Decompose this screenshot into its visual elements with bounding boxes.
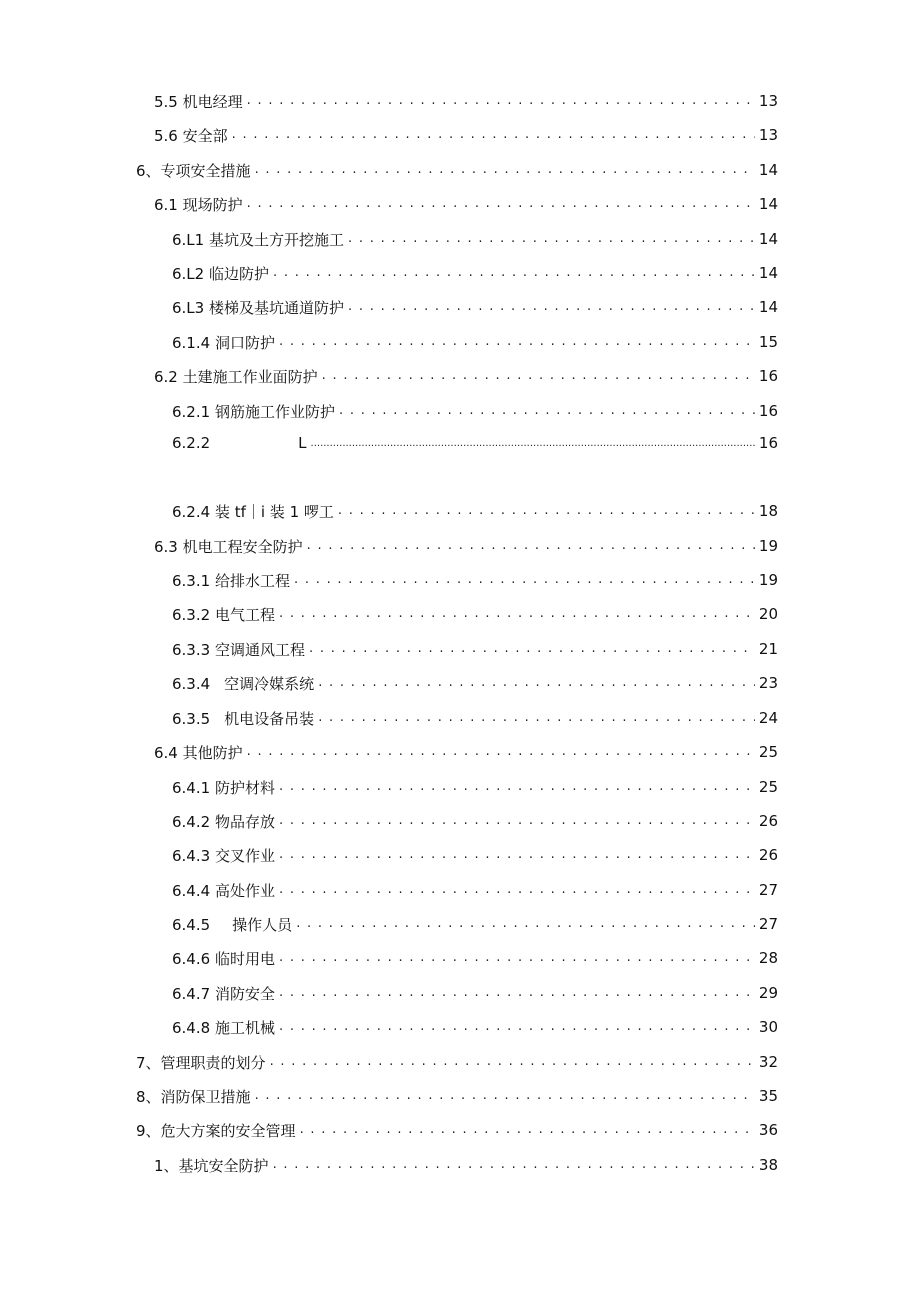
toc-entry[interactable] bbox=[172, 844, 778, 866]
toc-title: 现场防护 bbox=[182, 195, 243, 214]
toc-page-number: 14 bbox=[758, 264, 778, 282]
dot-leader bbox=[279, 844, 755, 866]
toc-number: 6.4.2 bbox=[172, 812, 211, 831]
toc-number: 6.4.3 bbox=[172, 846, 211, 865]
toc-page-number: 25 bbox=[758, 778, 778, 796]
toc-page-number: 19 bbox=[758, 537, 778, 555]
toc-number: 9、 bbox=[136, 1121, 161, 1140]
toc-title: 消防安全 bbox=[214, 984, 275, 1003]
toc-page-number: 14 bbox=[758, 161, 778, 179]
toc-number: 6.3.3 bbox=[172, 640, 211, 659]
toc-number: 6.4.8 bbox=[172, 1018, 211, 1037]
dot-leader bbox=[279, 879, 755, 901]
toc-entry[interactable] bbox=[136, 159, 778, 181]
toc-page-number: 26 bbox=[758, 812, 778, 830]
dot-leader bbox=[294, 569, 755, 591]
toc-page-number: 24 bbox=[758, 709, 778, 727]
toc-number: 6.2.4 bbox=[172, 502, 211, 521]
toc-entry[interactable] bbox=[136, 1085, 778, 1107]
toc-number: 6.4.6 bbox=[172, 949, 211, 968]
dot-leader bbox=[247, 90, 755, 112]
toc-entry[interactable] bbox=[172, 707, 778, 729]
toc-entry[interactable] bbox=[172, 432, 778, 454]
toc-title: 危大方案的安全管理 bbox=[160, 1121, 296, 1140]
toc-number: 6.2.2 bbox=[172, 434, 211, 452]
toc-number: 7、 bbox=[136, 1053, 161, 1072]
toc-entry[interactable] bbox=[172, 296, 778, 318]
toc-title: 高处作业 bbox=[214, 881, 275, 900]
toc-entry[interactable] bbox=[136, 1051, 778, 1073]
toc-page-number: 30 bbox=[758, 1018, 778, 1036]
toc-number: 6.3.5 bbox=[172, 709, 211, 728]
toc-page-number: 27 bbox=[758, 881, 778, 899]
dot-leader bbox=[339, 400, 755, 422]
dot-leader bbox=[279, 947, 755, 969]
toc-page-number: 21 bbox=[758, 640, 778, 658]
toc-entry[interactable] bbox=[154, 124, 778, 146]
toc-entry[interactable] bbox=[172, 638, 778, 660]
toc-entry[interactable] bbox=[172, 262, 778, 284]
toc-page-number: 15 bbox=[758, 333, 778, 351]
toc-number: 6.1 bbox=[154, 195, 178, 214]
toc-title: 物品存放 bbox=[214, 812, 275, 831]
toc-entry[interactable] bbox=[172, 500, 778, 522]
dot-leader bbox=[348, 296, 755, 318]
dot-leader bbox=[279, 603, 755, 625]
toc-entry[interactable] bbox=[172, 879, 778, 901]
toc-title: 给排水工程 bbox=[214, 571, 290, 590]
toc-number: 6.3.4 bbox=[172, 674, 211, 693]
toc-page-number: 35 bbox=[758, 1087, 778, 1105]
toc-page-number: 28 bbox=[758, 949, 778, 967]
toc-title: 基坑安全防护 bbox=[178, 1156, 269, 1175]
toc-number: 6.3.2 bbox=[172, 605, 211, 624]
toc-entry[interactable] bbox=[136, 1119, 778, 1141]
toc-number: 6.2 bbox=[154, 367, 178, 386]
dot-leader bbox=[279, 1016, 755, 1038]
toc-entry[interactable] bbox=[172, 1016, 778, 1038]
toc-page-number: 36 bbox=[758, 1121, 778, 1139]
dot-leader bbox=[247, 741, 755, 763]
dot-leader bbox=[307, 535, 755, 557]
dot-leader bbox=[247, 193, 755, 215]
toc-title: 操作人员 bbox=[232, 915, 293, 934]
toc-page-number: 16 bbox=[758, 434, 778, 452]
dot-leader bbox=[270, 1051, 755, 1073]
toc-page-number: 25 bbox=[758, 743, 778, 761]
toc-number: 6.3.1 bbox=[172, 571, 211, 590]
dot-leader bbox=[322, 365, 755, 387]
toc-title: 管理职责的划分 bbox=[160, 1053, 266, 1072]
dot-leader bbox=[273, 262, 755, 284]
toc-entry[interactable] bbox=[154, 90, 778, 112]
dot-leader bbox=[232, 124, 755, 146]
toc-title: 基坑及土方开挖施工 bbox=[209, 230, 345, 249]
toc-page-number: 38 bbox=[758, 1156, 778, 1174]
dot-leader bbox=[318, 707, 755, 729]
toc-number: 5.5 bbox=[154, 92, 178, 111]
toc-entry[interactable] bbox=[172, 569, 778, 591]
toc-number: 6.2.1 bbox=[172, 402, 211, 421]
toc-number: 6.L3 bbox=[172, 298, 205, 317]
dot-leader bbox=[300, 1119, 755, 1141]
toc-number: 8、 bbox=[136, 1087, 161, 1106]
dot-leader bbox=[348, 228, 755, 250]
toc-page-number: 18 bbox=[758, 502, 778, 520]
toc-number: 6.4.4 bbox=[172, 881, 211, 900]
toc-page-number: 16 bbox=[758, 402, 778, 420]
toc-title: 楼梯及基坑通道防护 bbox=[209, 298, 345, 317]
toc-page-number: 19 bbox=[758, 571, 778, 589]
toc-entry[interactable] bbox=[172, 982, 778, 1004]
toc-title: L bbox=[298, 434, 307, 452]
toc-entry[interactable] bbox=[172, 400, 778, 422]
toc-number: 6.L1 bbox=[172, 230, 205, 249]
toc-page-number: 16 bbox=[758, 367, 778, 385]
dot-leader bbox=[279, 982, 755, 1004]
dot-leader bbox=[309, 638, 755, 660]
toc-entry[interactable] bbox=[172, 331, 778, 353]
toc-title: 机电设备吊装 bbox=[224, 709, 315, 728]
toc-title: 消防保卫措施 bbox=[160, 1087, 251, 1106]
toc-title: 土建施工作业面防护 bbox=[182, 367, 318, 386]
dot-leader bbox=[279, 810, 755, 832]
toc-page-number: 23 bbox=[758, 674, 778, 692]
toc-title: 钢筋施工作业防护 bbox=[214, 402, 335, 421]
dot-leader bbox=[273, 1154, 755, 1176]
toc-page-number: 14 bbox=[758, 195, 778, 213]
toc-entry[interactable] bbox=[172, 913, 778, 935]
toc-entry[interactable] bbox=[154, 365, 778, 387]
toc-title: 临时用电 bbox=[214, 949, 275, 968]
dot-leader bbox=[311, 432, 755, 454]
toc-number: 6.3 bbox=[154, 537, 178, 556]
toc-page-number: 20 bbox=[758, 605, 778, 623]
toc-number: 6.4 bbox=[154, 743, 178, 762]
toc-entry[interactable] bbox=[154, 1154, 778, 1176]
toc-entry[interactable] bbox=[172, 810, 778, 832]
toc-number: 1、 bbox=[154, 1156, 179, 1175]
toc-title: 电气工程 bbox=[214, 605, 275, 624]
toc-title: 洞口防护 bbox=[214, 333, 275, 352]
toc-page-number: 14 bbox=[758, 230, 778, 248]
toc-number: 6.4.5 bbox=[172, 915, 211, 934]
toc-page-number: 13 bbox=[758, 92, 778, 110]
toc-title: 空调冷媒系统 bbox=[224, 674, 315, 693]
toc-number: 6.4.7 bbox=[172, 984, 211, 1003]
toc-page-number: 27 bbox=[758, 915, 778, 933]
toc-title: 交叉作业 bbox=[214, 846, 275, 865]
toc-title: 其他防护 bbox=[182, 743, 243, 762]
dot-leader bbox=[279, 331, 755, 353]
dot-leader bbox=[296, 913, 755, 935]
toc-page-number: 14 bbox=[758, 298, 778, 316]
toc-title: 专项安全措施 bbox=[160, 161, 251, 180]
toc-page-number: 29 bbox=[758, 984, 778, 1002]
dot-leader bbox=[255, 159, 755, 181]
dot-leader bbox=[255, 1085, 755, 1107]
toc-page-number: 32 bbox=[758, 1053, 778, 1071]
toc-title: 防护材料 bbox=[214, 778, 275, 797]
toc-number: 6.4.1 bbox=[172, 778, 211, 797]
toc-title: 空调通风工程 bbox=[214, 640, 305, 659]
toc-number: 6.1.4 bbox=[172, 333, 211, 352]
dot-leader bbox=[279, 776, 755, 798]
toc-entry[interactable] bbox=[172, 947, 778, 969]
toc-title: 安全部 bbox=[182, 126, 228, 145]
toc-entry[interactable] bbox=[172, 228, 778, 250]
toc-title: 机电工程安全防护 bbox=[182, 537, 303, 556]
toc-entry[interactable] bbox=[154, 741, 778, 763]
toc-title: 机电经理 bbox=[182, 92, 243, 111]
toc-number: 5.6 bbox=[154, 126, 178, 145]
toc-page-number: 13 bbox=[758, 126, 778, 144]
toc-entry[interactable] bbox=[154, 193, 778, 215]
dot-leader bbox=[318, 672, 755, 694]
toc-title: 临边防护 bbox=[209, 264, 270, 283]
toc-entry[interactable] bbox=[172, 603, 778, 625]
toc-page-number: 26 bbox=[758, 846, 778, 864]
toc-entry[interactable] bbox=[172, 776, 778, 798]
toc-title: 装 tf｜i 装 1 啰工 bbox=[214, 502, 334, 521]
toc-title: 施工机械 bbox=[214, 1018, 275, 1037]
dot-leader bbox=[338, 500, 755, 522]
toc-number: 6、 bbox=[136, 161, 161, 180]
toc-number: 6.L2 bbox=[172, 264, 205, 283]
toc-entry[interactable] bbox=[172, 672, 778, 694]
toc-entry[interactable] bbox=[154, 535, 778, 557]
